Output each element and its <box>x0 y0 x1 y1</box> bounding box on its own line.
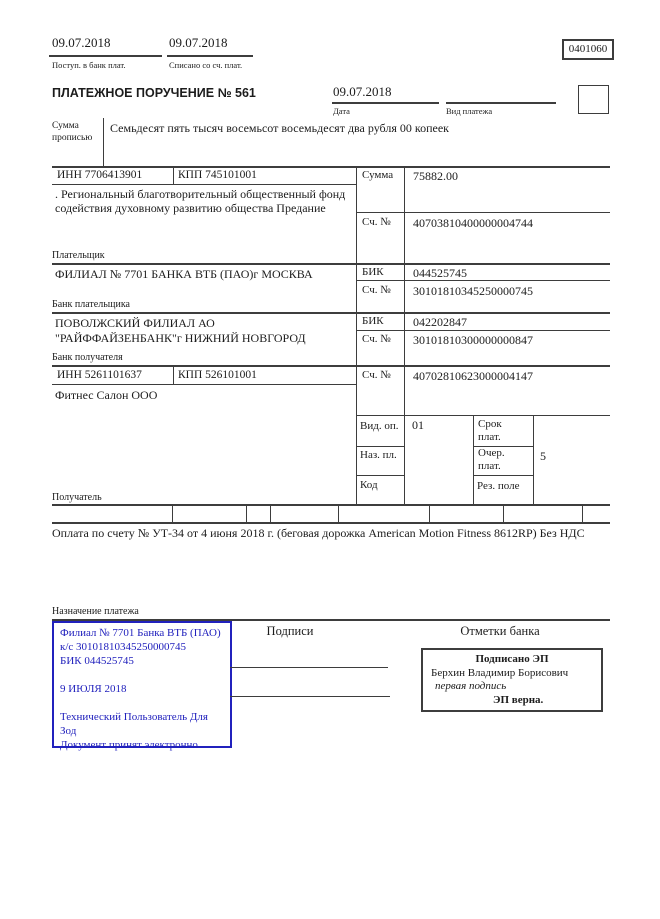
bank-marks-box <box>421 648 603 712</box>
payer-account: 40703810400000004744 <box>413 216 533 230</box>
payer-bank-section-label: Банк плательщика <box>52 299 130 310</box>
amount-label: Сумма <box>362 169 394 181</box>
signed-ep-title: Подписано ЭП <box>475 653 549 665</box>
document-title: ПЛАТЕЖНОЕ ПОРУЧЕНИЕ № 561 <box>52 86 256 100</box>
divider <box>49 55 162 57</box>
stamp-blank <box>60 696 224 710</box>
stamp-date: 9 ИЮЛЯ 2018 <box>60 683 127 695</box>
payee-bank-bik: 042202847 <box>413 315 467 329</box>
divider <box>332 102 439 104</box>
payer-name: . Региональный благотворительный общественный фонд содействия духовному развитию общества Предание <box>55 187 346 215</box>
divider <box>356 475 404 476</box>
amount-words-value: Семьдесят пять тысяч восемьсот восемьдесят два рубля 00 копеек <box>110 121 449 135</box>
stamp-accepted: Документ принят электронно <box>60 739 198 751</box>
ep-verified: ЭП верна. <box>493 693 544 706</box>
divider <box>503 506 504 522</box>
divider <box>52 263 610 265</box>
payer-inn: ИНН 7706413901 <box>57 169 143 181</box>
date-label: Дата <box>333 106 350 116</box>
divider <box>429 506 430 522</box>
op-type-label: Вид. оп. <box>360 420 399 432</box>
status-box <box>578 85 609 114</box>
pay-order-value: 5 <box>540 449 546 463</box>
received-date: 09.07.2018 <box>52 35 111 50</box>
stamp-corr-account: к/с 30101810345250000745 <box>60 641 187 653</box>
divider <box>533 415 534 504</box>
payee-name: Фитнес Салон ООО <box>55 388 158 402</box>
divider <box>338 506 339 522</box>
debited-date: 09.07.2018 <box>169 35 228 50</box>
payee-bank-section-label: Банк получателя <box>52 352 123 363</box>
signature-line <box>230 667 388 668</box>
divider <box>52 312 610 314</box>
divider <box>167 55 253 57</box>
payee-bank-name-line2: "РАЙФФАЙЗЕНБАНК"г НИЖНИЙ НОВГОРОД <box>55 331 306 345</box>
payment-purpose-text: Оплата по счету № УТ-34 от 4 июня 2018 г. (беговая дорожка American Motion Fitness 8612RP) Без НДС <box>52 526 585 540</box>
payer-bank-name: ФИЛИАЛ № 7701 БАНКА ВТБ (ПАО)г МОСКВА <box>55 267 313 281</box>
divider <box>172 506 173 522</box>
divider <box>52 365 610 367</box>
form-code-box: 0401060 <box>562 39 614 60</box>
payer-section-label: Плательщик <box>52 250 105 261</box>
payment-purpose-label: Назначение платежа <box>52 606 139 617</box>
pay-order-label: Очер. плат. <box>478 447 505 472</box>
signer-name: Берхин Владимир Борисович <box>431 666 569 679</box>
stamp-blank <box>60 668 224 682</box>
bank-stamp <box>52 621 232 751</box>
divider <box>173 367 174 384</box>
divider <box>356 212 610 213</box>
payee-inn: ИНН 5261101637 <box>57 369 142 381</box>
payee-bank-bik-label: БИК <box>362 315 384 327</box>
stamp-bank-name: Филиал № 7701 Банка ВТБ (ПАО) <box>60 627 221 639</box>
divider <box>404 166 405 504</box>
payer-bank-account: 30101810345250000745 <box>413 284 533 298</box>
op-type-value: 01 <box>412 418 424 432</box>
reserve-field-label: Рез. поле <box>477 480 520 492</box>
stamp-bik: БИК 044525745 <box>60 655 134 667</box>
divider <box>473 415 474 504</box>
divider <box>356 166 357 504</box>
divider <box>356 446 404 447</box>
divider <box>52 384 356 385</box>
divider <box>270 506 271 522</box>
signature-line <box>230 696 390 697</box>
payee-bank-account: 30101810300000000847 <box>413 333 533 347</box>
divider <box>356 415 610 416</box>
document-date: 09.07.2018 <box>333 84 392 99</box>
divider <box>446 102 556 104</box>
payee-bank-account-label: Сч. № <box>362 333 391 345</box>
payee-kpp: КПП 526101001 <box>178 369 257 381</box>
payment-type-label: Вид платежа <box>446 106 493 116</box>
divider <box>173 166 174 184</box>
purpose-code-label: Наз. пл. <box>360 449 397 461</box>
divider <box>246 506 247 522</box>
divider <box>356 280 610 281</box>
amount-words-label: Сумма прописью <box>52 121 93 143</box>
code-label: Код <box>360 479 378 491</box>
divider <box>52 504 610 506</box>
payee-section-label: Получатель <box>52 492 102 503</box>
divider <box>52 166 610 168</box>
signatures-header: Подписи <box>266 624 314 638</box>
received-date-label: Поступ. в банк плат. <box>52 60 126 70</box>
divider <box>103 118 104 166</box>
divider <box>52 184 356 185</box>
debited-date-label: Списано со сч. плат. <box>169 60 243 70</box>
payer-bank-bik: 044525745 <box>413 266 467 280</box>
payee-bank-name-line1: ПОВОЛЖСКИЙ ФИЛИАЛ АО <box>55 316 215 330</box>
payer-kpp: КПП 745101001 <box>178 169 257 181</box>
pay-term-label: Срок плат. <box>478 418 502 443</box>
payer-account-label: Сч. № <box>362 216 391 228</box>
divider <box>52 522 610 524</box>
payer-bank-bik-label: БИК <box>362 266 384 278</box>
bank-marks-header: Отметки банка <box>460 624 540 638</box>
divider <box>473 475 533 476</box>
signature-kind: первая подпись <box>435 680 507 692</box>
divider <box>582 506 583 522</box>
payer-bank-account-label: Сч. № <box>362 284 391 296</box>
amount-value: 75882.00 <box>413 169 458 183</box>
divider <box>356 330 610 331</box>
payee-account: 40702810623000004147 <box>413 369 533 383</box>
stamp-user: Технический Пользователь Для Зод <box>60 711 208 737</box>
payee-account-label: Сч. № <box>362 369 391 381</box>
